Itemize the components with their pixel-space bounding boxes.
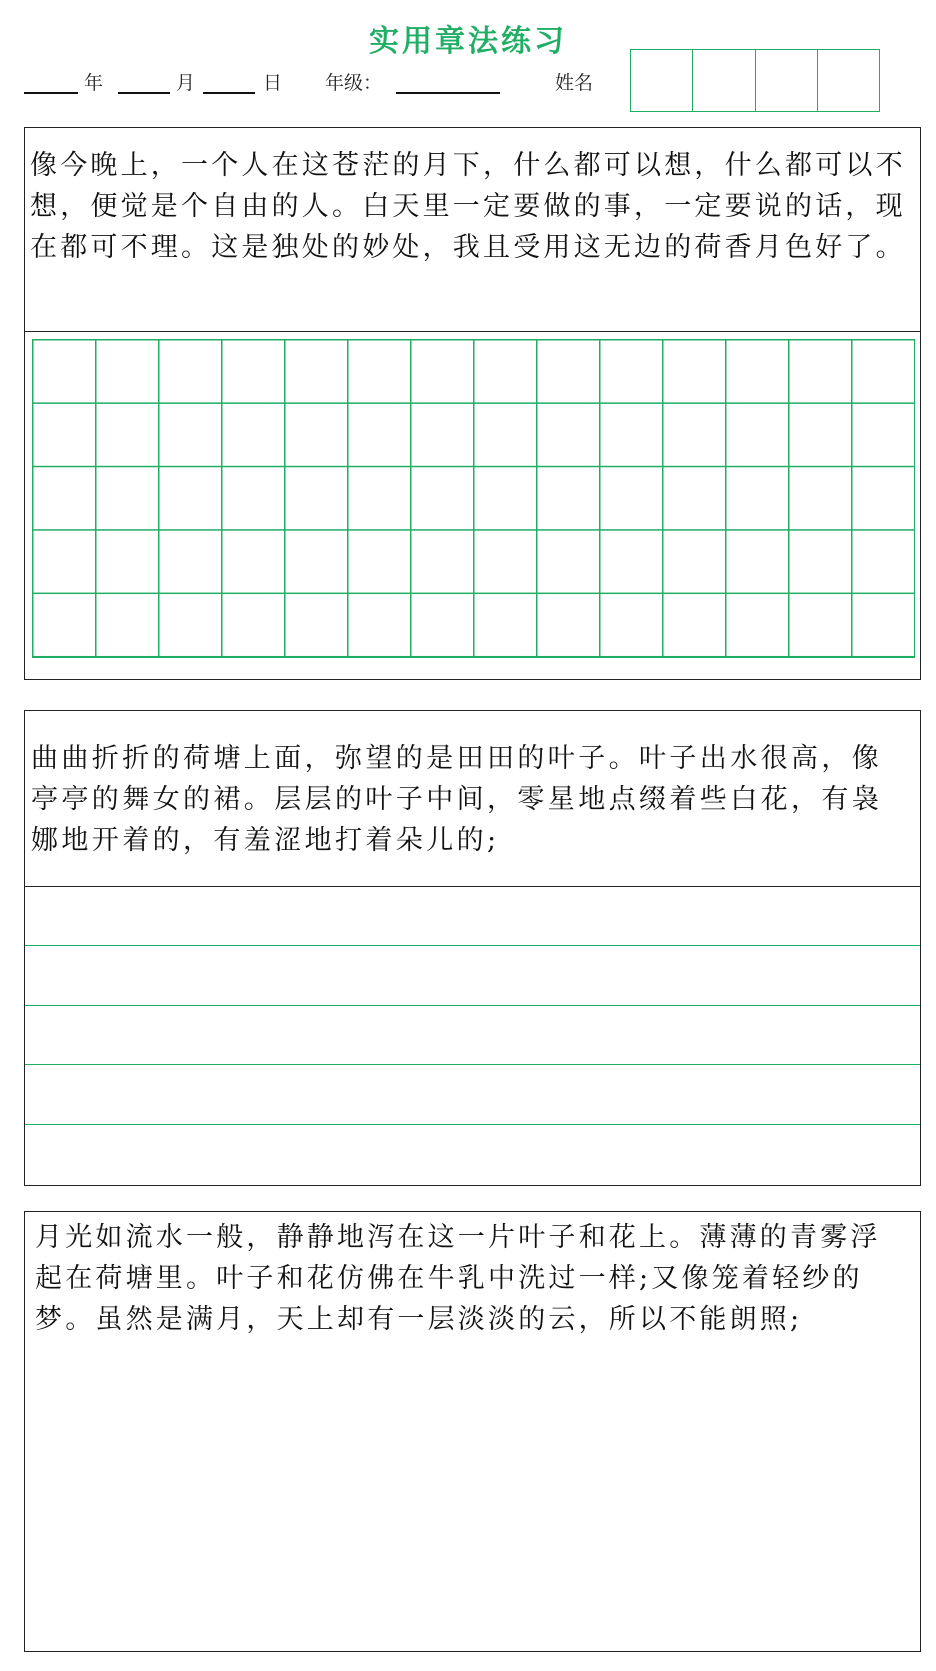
grade-blank[interactable]	[396, 92, 500, 94]
year-blank[interactable]	[24, 92, 78, 94]
passage-text: 曲曲折折的荷塘上面，弥望的是田田的叶子。叶子出水很高，像亭亭的舞女的裙。层层的叶子中间，零星地点缀着些白花，有袅娜地开着的，有羞涩地打着朵儿的;	[31, 743, 883, 856]
name-box-cell[interactable]	[693, 50, 755, 111]
writing-line	[25, 945, 920, 946]
day-label: 日	[263, 72, 283, 94]
month-label: 月	[176, 72, 196, 94]
name-boxes[interactable]	[630, 49, 880, 112]
year-label: 年	[84, 72, 104, 94]
worksheet-title: 实用章法练习	[369, 24, 567, 59]
month-blank[interactable]	[118, 92, 170, 94]
name-label: 姓名	[555, 72, 594, 94]
passage-text: 像今晚上，一个人在这苍茫的月下，什么都可以想，什么都可以不想，便觉是个自由的人。白天里一定要做的事，一定要说的话，现在都可不理。这是独处的妙处，我且受用这无边的荷香月色好了。	[30, 150, 906, 263]
passage-text: 月光如流水一般，静静地泻在这一片叶子和花上。薄薄的青雾浮起在荷塘里。叶子和花仿佛在牛乳中洗过一样;又像笼着轻纱的梦。虽然是满月，天上却有一层淡淡的云，所以不能朗照;	[35, 1222, 881, 1335]
writing-line	[25, 1005, 920, 1006]
section-divider	[25, 886, 920, 887]
practice-section-2	[24, 710, 921, 1186]
writing-line	[25, 1124, 920, 1125]
name-box-cell[interactable]	[756, 50, 818, 111]
day-blank[interactable]	[203, 92, 255, 94]
grade-label: 年级：	[325, 72, 383, 94]
section-divider	[25, 331, 920, 332]
practice-section-1	[24, 127, 921, 680]
name-box-cell[interactable]	[818, 50, 879, 111]
writing-grid[interactable]	[32, 339, 915, 658]
practice-section-3	[24, 1211, 921, 1652]
writing-line	[25, 1064, 920, 1065]
name-box-cell[interactable]	[631, 50, 693, 111]
blank-writing-area[interactable]	[25, 1352, 920, 1651]
